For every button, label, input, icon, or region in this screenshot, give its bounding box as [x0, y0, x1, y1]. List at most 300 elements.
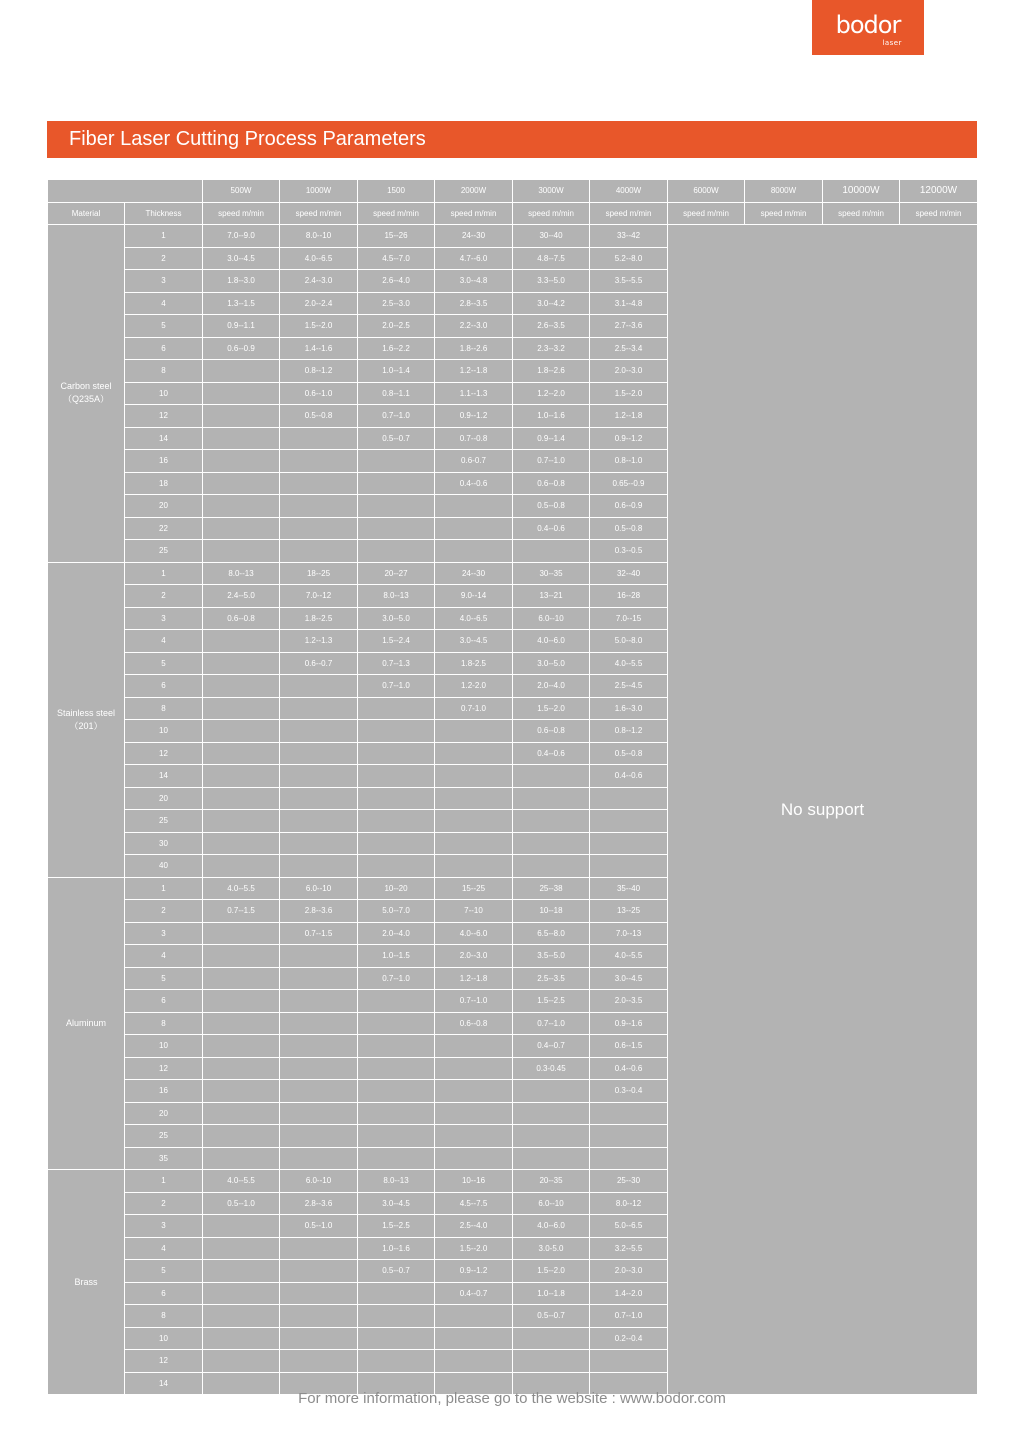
- thickness-cell: 8: [125, 360, 203, 383]
- speed-cell: [435, 1305, 513, 1328]
- speed-cell: [280, 787, 358, 810]
- speed-cell: [203, 787, 280, 810]
- speed-cell: 1.0--1.6: [358, 1237, 435, 1260]
- speed-cell: 13--25: [590, 900, 668, 923]
- speed-header: speed m/min: [513, 202, 590, 225]
- speed-cell: 0.6--1.5: [590, 1035, 668, 1058]
- speed-cell: [358, 990, 435, 1013]
- speed-cell: 1.5--2.0: [280, 315, 358, 338]
- thickness-cell: 4: [125, 945, 203, 968]
- speed-cell: [203, 382, 280, 405]
- speed-cell: 6.0--10: [513, 607, 590, 630]
- speed-cell: 1.2--2.0: [513, 382, 590, 405]
- speed-cell: [203, 675, 280, 698]
- speed-cell: [280, 1350, 358, 1373]
- speed-cell: [513, 832, 590, 855]
- speed-cell: [203, 1147, 280, 1170]
- speed-cell: 7--10: [435, 900, 513, 923]
- speed-cell: [513, 765, 590, 788]
- thickness-cell: 2: [125, 585, 203, 608]
- speed-cell: 2.7--3.6: [590, 315, 668, 338]
- speed-cell: [358, 1147, 435, 1170]
- power-header: 2000W: [435, 180, 513, 203]
- speed-cell: [203, 1237, 280, 1260]
- speed-cell: [358, 1035, 435, 1058]
- speed-cell: [358, 1282, 435, 1305]
- thickness-cell: 4: [125, 1237, 203, 1260]
- speed-cell: [280, 495, 358, 518]
- speed-cell: 2.0--3.0: [590, 1260, 668, 1283]
- speed-cell: 2.0--2.4: [280, 292, 358, 315]
- speed-cell: 3.5--5.5: [590, 270, 668, 293]
- speed-cell: [358, 1057, 435, 1080]
- thickness-cell: 25: [125, 1125, 203, 1148]
- speed-cell: 0.7--1.0: [513, 1012, 590, 1035]
- power-header: 500W: [203, 180, 280, 203]
- thickness-cell: 1: [125, 225, 203, 248]
- parameters-table-container: [47, 179, 977, 1388]
- speed-cell: 0.5--1.0: [280, 1215, 358, 1238]
- speed-cell: [203, 517, 280, 540]
- speed-cell: 1.1--1.3: [435, 382, 513, 405]
- speed-cell: [435, 1327, 513, 1350]
- thickness-cell: 20: [125, 787, 203, 810]
- power-header: 1000W: [280, 180, 358, 203]
- speed-cell: 1.8--2.6: [513, 360, 590, 383]
- speed-cell: 3.0--4.5: [203, 247, 280, 270]
- speed-cell: [203, 1057, 280, 1080]
- speed-cell: 0.7-1.0: [435, 697, 513, 720]
- speed-cell: 3.0--5.0: [358, 607, 435, 630]
- thickness-cell: 16: [125, 1080, 203, 1103]
- speed-cell: 3.0--4.5: [435, 630, 513, 653]
- speed-cell: 0.4--0.6: [435, 472, 513, 495]
- speed-cell: [203, 765, 280, 788]
- speed-cell: [435, 1102, 513, 1125]
- thickness-cell: 14: [125, 427, 203, 450]
- speed-cell: 20--27: [358, 562, 435, 585]
- thickness-cell: 5: [125, 315, 203, 338]
- speed-cell: [203, 1012, 280, 1035]
- speed-cell: 1.2--1.3: [280, 630, 358, 653]
- speed-cell: 0.4--0.6: [513, 742, 590, 765]
- speed-cell: 0.5--0.7: [358, 427, 435, 450]
- speed-cell: 4.0--5.5: [590, 652, 668, 675]
- speed-cell: 2.3--3.2: [513, 337, 590, 360]
- speed-cell: 4.0--6.5: [435, 607, 513, 630]
- speed-cell: [203, 360, 280, 383]
- speed-cell: [358, 765, 435, 788]
- speed-cell: 5.0--7.0: [358, 900, 435, 923]
- speed-cell: 15--26: [358, 225, 435, 248]
- speed-cell: 0.5--1.0: [203, 1192, 280, 1215]
- thickness-cell: 8: [125, 1305, 203, 1328]
- speed-cell: [358, 832, 435, 855]
- speed-cell: [203, 1305, 280, 1328]
- speed-cell: 0.6--0.8: [513, 472, 590, 495]
- speed-cell: [435, 787, 513, 810]
- thickness-cell: 4: [125, 630, 203, 653]
- speed-cell: [203, 427, 280, 450]
- speed-cell: 3.0--4.5: [590, 967, 668, 990]
- speed-header: speed m/min: [435, 202, 513, 225]
- speed-cell: 1.0--1.5: [358, 945, 435, 968]
- speed-cell: 0.9--1.2: [590, 427, 668, 450]
- speed-cell: 6.0--10: [513, 1192, 590, 1215]
- speed-cell: 0.4--0.6: [513, 517, 590, 540]
- speed-cell: [280, 1260, 358, 1283]
- speed-cell: 3.1--4.8: [590, 292, 668, 315]
- speed-cell: [513, 1125, 590, 1148]
- speed-header: speed m/min: [358, 202, 435, 225]
- speed-cell: 16--28: [590, 585, 668, 608]
- speed-cell: [203, 810, 280, 833]
- speed-cell: 0.7--1.0: [358, 967, 435, 990]
- speed-cell: 0.7--1.5: [203, 900, 280, 923]
- speed-cell: 0.7--1.5: [280, 922, 358, 945]
- speed-cell: 1.4--2.0: [590, 1282, 668, 1305]
- thickness-cell: 4: [125, 292, 203, 315]
- speed-cell: 0.6-0.7: [435, 450, 513, 473]
- thickness-cell: 1: [125, 1170, 203, 1193]
- speed-cell: [280, 765, 358, 788]
- speed-cell: 4.0--5.5: [590, 945, 668, 968]
- speed-cell: [435, 855, 513, 878]
- speed-cell: [358, 1125, 435, 1148]
- speed-cell: 2.0--2.5: [358, 315, 435, 338]
- speed-cell: [203, 1102, 280, 1125]
- speed-cell: 0.8--1.2: [590, 720, 668, 743]
- speed-header: speed m/min: [668, 202, 745, 225]
- speed-cell: [203, 1125, 280, 1148]
- speed-cell: [358, 1080, 435, 1103]
- speed-cell: [435, 1057, 513, 1080]
- speed-cell: 0.4--0.6: [590, 1057, 668, 1080]
- header-row-power: [48, 180, 978, 203]
- thickness-cell: 2: [125, 1192, 203, 1215]
- speed-cell: 0.7--0.8: [435, 427, 513, 450]
- speed-header: speed m/min: [203, 202, 280, 225]
- speed-cell: [513, 787, 590, 810]
- material-name: Brass: [48, 1170, 125, 1395]
- speed-cell: [513, 1350, 590, 1373]
- speed-cell: 1.8--2.6: [435, 337, 513, 360]
- power-header: 12000W: [900, 180, 978, 203]
- speed-cell: [358, 472, 435, 495]
- speed-cell: 8.0--13: [358, 585, 435, 608]
- thickness-cell: 6: [125, 675, 203, 698]
- speed-cell: 6.5--8.0: [513, 922, 590, 945]
- thickness-cell: 30: [125, 832, 203, 855]
- speed-cell: [358, 787, 435, 810]
- speed-cell: 1.8--2.5: [280, 607, 358, 630]
- speed-cell: [358, 495, 435, 518]
- logo-wordmark: bodor: [835, 11, 901, 39]
- speed-cell: 6.0--10: [280, 877, 358, 900]
- thickness-cell: 25: [125, 810, 203, 833]
- speed-cell: [203, 697, 280, 720]
- speed-cell: 3.0--4.5: [358, 1192, 435, 1215]
- speed-cell: 2.5--4.0: [435, 1215, 513, 1238]
- speed-cell: 6.0--10: [280, 1170, 358, 1193]
- speed-cell: 2.4--3.0: [280, 270, 358, 293]
- speed-cell: 35--40: [590, 877, 668, 900]
- speed-cell: [435, 517, 513, 540]
- thickness-cell: 5: [125, 652, 203, 675]
- speed-cell: [203, 990, 280, 1013]
- speed-cell: 0.6--0.8: [513, 720, 590, 743]
- speed-cell: 0.5--0.8: [513, 495, 590, 518]
- logo-subtext: laser: [882, 39, 902, 47]
- speed-cell: 8.0--13: [203, 562, 280, 585]
- speed-cell: 0.5--0.7: [513, 1305, 590, 1328]
- speed-cell: [435, 1035, 513, 1058]
- speed-cell: 0.7--1.0: [590, 1305, 668, 1328]
- speed-cell: 1.5--2.0: [590, 382, 668, 405]
- speed-cell: 1.6--2.2: [358, 337, 435, 360]
- speed-cell: [358, 810, 435, 833]
- speed-cell: 0.6--1.0: [280, 382, 358, 405]
- thickness-cell: 8: [125, 697, 203, 720]
- speed-cell: [435, 832, 513, 855]
- page-title: Fiber Laser Cutting Process Parameters: [69, 128, 426, 150]
- speed-cell: [280, 1057, 358, 1080]
- speed-cell: 3.0--4.8: [435, 270, 513, 293]
- speed-cell: [435, 720, 513, 743]
- thickness-cell: 10: [125, 720, 203, 743]
- table-row: [48, 225, 978, 248]
- power-header: 6000W: [668, 180, 745, 203]
- speed-cell: [358, 720, 435, 743]
- title-banner: [47, 121, 977, 158]
- thickness-cell: 2: [125, 247, 203, 270]
- speed-cell: 0.9--1.2: [435, 1260, 513, 1283]
- speed-cell: 1.0--1.8: [513, 1282, 590, 1305]
- speed-cell: [203, 405, 280, 428]
- speed-cell: 18--25: [280, 562, 358, 585]
- speed-cell: 2.2--3.0: [435, 315, 513, 338]
- speed-cell: 13--21: [513, 585, 590, 608]
- speed-cell: [280, 697, 358, 720]
- speed-cell: 32--40: [590, 562, 668, 585]
- speed-cell: 0.6--0.8: [203, 607, 280, 630]
- speed-cell: 3.0--5.0: [513, 652, 590, 675]
- header-blank: [48, 180, 203, 203]
- speed-cell: [590, 810, 668, 833]
- speed-cell: [203, 1282, 280, 1305]
- thickness-cell: 20: [125, 495, 203, 518]
- speed-cell: [280, 427, 358, 450]
- thickness-cell: 3: [125, 922, 203, 945]
- thickness-cell: 5: [125, 967, 203, 990]
- speed-cell: 0.3--0.5: [590, 540, 668, 563]
- thickness-cell: 3: [125, 1215, 203, 1238]
- speed-cell: 0.8--1.2: [280, 360, 358, 383]
- speed-cell: [435, 495, 513, 518]
- speed-cell: 4.0--5.5: [203, 1170, 280, 1193]
- speed-cell: [203, 945, 280, 968]
- speed-header: speed m/min: [745, 202, 823, 225]
- thickness-cell: 10: [125, 382, 203, 405]
- speed-cell: [358, 1327, 435, 1350]
- speed-cell: 2.6--4.0: [358, 270, 435, 293]
- speed-cell: 2.8--3.5: [435, 292, 513, 315]
- speed-cell: 1.0--1.4: [358, 360, 435, 383]
- thickness-cell: 12: [125, 1057, 203, 1080]
- speed-cell: [280, 472, 358, 495]
- speed-cell: 1.0--1.6: [513, 405, 590, 428]
- speed-cell: 1.5--2.5: [358, 1215, 435, 1238]
- speed-cell: 1.2-2.0: [435, 675, 513, 698]
- speed-cell: 0.6--0.7: [280, 652, 358, 675]
- speed-cell: [280, 720, 358, 743]
- speed-cell: 0.4--0.6: [590, 765, 668, 788]
- thickness-cell: 2: [125, 900, 203, 923]
- speed-cell: 30--35: [513, 562, 590, 585]
- power-header: 3000W: [513, 180, 590, 203]
- speed-cell: [590, 787, 668, 810]
- speed-cell: [280, 810, 358, 833]
- thickness-cell: 10: [125, 1327, 203, 1350]
- thickness-cell: 3: [125, 607, 203, 630]
- speed-header: speed m/min: [823, 202, 900, 225]
- speed-cell: [435, 765, 513, 788]
- speed-cell: [203, 1215, 280, 1238]
- speed-cell: 0.5--0.8: [280, 405, 358, 428]
- speed-header: speed m/min: [280, 202, 358, 225]
- thickness-cell: 14: [125, 1372, 203, 1395]
- speed-cell: 0.9--1.1: [203, 315, 280, 338]
- speed-cell: 0.7--1.0: [358, 675, 435, 698]
- speed-cell: 7.0--15: [590, 607, 668, 630]
- speed-cell: [280, 1080, 358, 1103]
- thickness-cell: 35: [125, 1147, 203, 1170]
- speed-cell: [358, 540, 435, 563]
- thickness-cell: 6: [125, 337, 203, 360]
- speed-cell: 4.0--5.5: [203, 877, 280, 900]
- speed-cell: 4.0--6.0: [435, 922, 513, 945]
- speed-cell: 0.8--1.0: [590, 450, 668, 473]
- speed-cell: 24--30: [435, 225, 513, 248]
- speed-cell: 4.5--7.0: [358, 247, 435, 270]
- speed-cell: 3.0--4.2: [513, 292, 590, 315]
- speed-cell: 7.0--13: [590, 922, 668, 945]
- speed-cell: 2.0--3.5: [590, 990, 668, 1013]
- speed-cell: 2.5--3.4: [590, 337, 668, 360]
- speed-cell: [203, 832, 280, 855]
- speed-cell: [203, 1260, 280, 1283]
- speed-cell: [513, 1327, 590, 1350]
- thickness-cell: 8: [125, 1012, 203, 1035]
- material-header: Material: [48, 202, 125, 225]
- thickness-cell: 6: [125, 1282, 203, 1305]
- speed-cell: [358, 1350, 435, 1373]
- speed-cell: [203, 495, 280, 518]
- thickness-cell: 40: [125, 855, 203, 878]
- speed-cell: 2.0--3.0: [435, 945, 513, 968]
- speed-cell: 8.0--10: [280, 225, 358, 248]
- speed-cell: [435, 540, 513, 563]
- speed-cell: [280, 1305, 358, 1328]
- speed-cell: 1.8-2.5: [435, 652, 513, 675]
- speed-cell: [358, 1012, 435, 1035]
- speed-cell: [280, 517, 358, 540]
- no-support-cell: No support: [668, 225, 978, 1395]
- speed-cell: [203, 450, 280, 473]
- speed-cell: [280, 967, 358, 990]
- speed-cell: 0.5--0.8: [590, 517, 668, 540]
- speed-cell: [358, 855, 435, 878]
- speed-cell: [203, 472, 280, 495]
- speed-cell: 1.5--2.4: [358, 630, 435, 653]
- speed-cell: 4.7--6.0: [435, 247, 513, 270]
- speed-cell: [203, 720, 280, 743]
- thickness-cell: 25: [125, 540, 203, 563]
- speed-cell: 2.4--5.0: [203, 585, 280, 608]
- power-header: 4000W: [590, 180, 668, 203]
- thickness-cell: 18: [125, 472, 203, 495]
- thickness-cell: 1: [125, 877, 203, 900]
- speed-cell: [590, 1125, 668, 1148]
- speed-cell: [590, 1102, 668, 1125]
- speed-cell: 0.5--0.8: [590, 742, 668, 765]
- parameters-table: [47, 179, 978, 1395]
- speed-cell: 33--42: [590, 225, 668, 248]
- speed-cell: [513, 855, 590, 878]
- speed-cell: [590, 832, 668, 855]
- speed-cell: 2.8--3.6: [280, 1192, 358, 1215]
- speed-cell: 1.8--3.0: [203, 270, 280, 293]
- speed-cell: 2.5--4.5: [590, 675, 668, 698]
- speed-cell: [358, 1102, 435, 1125]
- speed-cell: 24--30: [435, 562, 513, 585]
- speed-cell: [280, 450, 358, 473]
- speed-cell: 25--30: [590, 1170, 668, 1193]
- speed-cell: [280, 1125, 358, 1148]
- speed-cell: 2.0--4.0: [358, 922, 435, 945]
- speed-cell: [280, 1327, 358, 1350]
- speed-cell: 5.2--8.0: [590, 247, 668, 270]
- speed-cell: 1.5--2.0: [513, 1260, 590, 1283]
- speed-cell: [435, 1350, 513, 1373]
- speed-cell: 0.6--0.8: [435, 1012, 513, 1035]
- speed-cell: [358, 450, 435, 473]
- speed-cell: [280, 945, 358, 968]
- speed-cell: 0.3--0.4: [590, 1080, 668, 1103]
- thickness-cell: 16: [125, 450, 203, 473]
- footer-note: For more information, please go to the website : www.bodor.com: [298, 1390, 726, 1407]
- speed-cell: 2.8--3.6: [280, 900, 358, 923]
- speed-cell: 10--20: [358, 877, 435, 900]
- speed-cell: 0.9--1.4: [513, 427, 590, 450]
- power-header: 10000W: [823, 180, 900, 203]
- thickness-cell: 20: [125, 1102, 203, 1125]
- thickness-cell: 3: [125, 270, 203, 293]
- speed-cell: 10--18: [513, 900, 590, 923]
- speed-cell: 4.0--6.5: [280, 247, 358, 270]
- speed-cell: 0.7--1.3: [358, 652, 435, 675]
- thickness-cell: 22: [125, 517, 203, 540]
- speed-cell: 1.4--1.6: [280, 337, 358, 360]
- speed-cell: 7.0--12: [280, 585, 358, 608]
- speed-cell: [513, 1080, 590, 1103]
- speed-cell: 1.2--1.8: [435, 967, 513, 990]
- speed-cell: 0.4--0.7: [435, 1282, 513, 1305]
- speed-cell: 4.5--7.5: [435, 1192, 513, 1215]
- bodor-logo: [812, 0, 924, 55]
- speed-cell: 15--25: [435, 877, 513, 900]
- speed-cell: [280, 540, 358, 563]
